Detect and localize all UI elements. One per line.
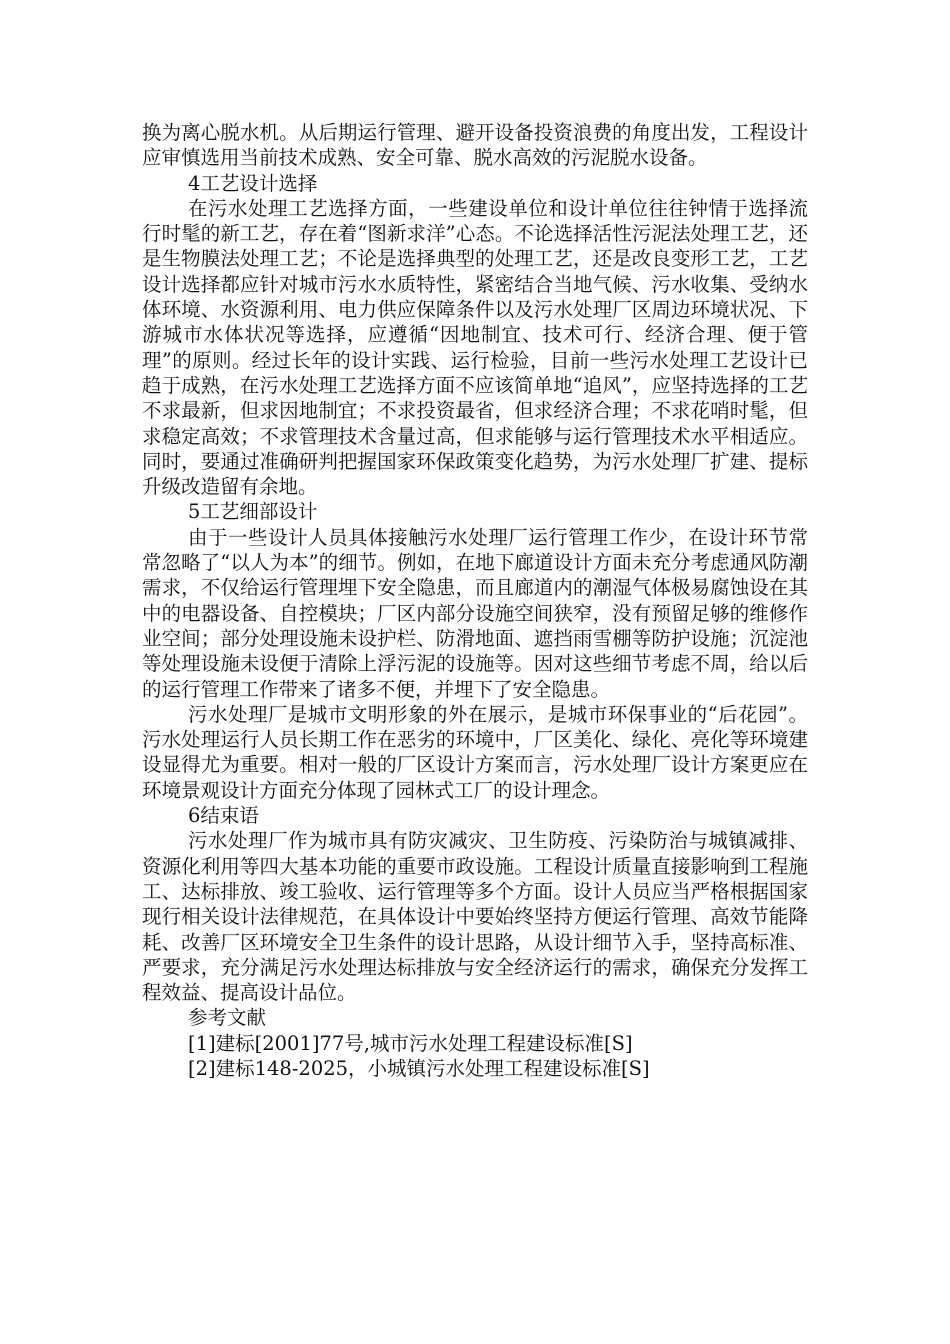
section-heading-process-selection: 4工艺设计选择	[188, 171, 318, 195]
reference-item-1: [1]建标[2001]77号,城市污水处理工程建设标准[S]	[188, 1031, 633, 1055]
paragraph-landscape-design: 污水处理厂是城市文明形象的外在展示，是城市环保事业的“后花园”。污水处理运行人员长期工作在恶劣的环境中，厂区美化、绿化、亮化等环境建设显得尤为重要。相对一般的厂区设计方案而言，污水处理厂设计方案更应在环境景观设计方面充分体现了园林式工厂的设计理念。	[142, 702, 808, 802]
references-heading: 参考文献	[188, 1006, 267, 1030]
paragraph-process-selection: 在污水处理工艺选择方面，一些建设单位和设计单位往往钟情于选择流行时髦的新工艺，存在着“图新求洋”心态。不论选择活性污泥法处理工艺，还是生物膜法处理工艺；不论是选择典型的处理工艺，还是改良变形工艺，工艺设计选择都应针对城市污水水质特性，紧密结合当地气候、污水收集、受纳水体环境、水资源利用、电力供应保障条件以及污水处理厂区周边环境状况、下游城市水体状况等选择，应遵循“因地制宜、技术可行、经济合理、便于管理”的原则。经过长年的设计实践、运行检验，目前一些污水处理工艺设计已趋于成熟，在污水处理工艺选择方面不应该简单地“追风”，应坚持选择的工艺不求最新，但求因地制宜；不求投资最省，但求经济合理；不求花哨时髦，但求稳定高效；不求管理技术含量过高，但求能够与运行管理技术水平相适应。同时，要通过准确研判把握国家环保政策变化趋势，为污水处理厂扩建、提标升级改造留有余地。	[142, 196, 808, 499]
section-heading-conclusion: 6结束语	[188, 804, 259, 828]
paragraph-detail-design: 由于一些设计人员具体接触污水处理厂运行管理工作少，在设计环节常常忽略了“以人为本”的细节。例如，在地下廊道设计方面未充分考虑通风防潮需求，不仅给运行管理埋下安全隐患，而且廊道内的潮湿气体极易腐蚀设在其中的电器设备、自控模块；厂区内部分设施空间狭窄，没有预留足够的维修作业空间；部分处理设施未设护栏、防滑地面、遮挡雨雪棚等防护设施；沉淀池等处理设施未设便于清除上浮污泥的设施等。因对这些细节考虑不周，给以后的运行管理工作带来了诸多不便，并埋下了安全隐患。	[142, 525, 808, 701]
paragraph-conclusion: 污水处理厂作为城市具有防灾减灾、卫生防疫、污染防治与城镇减排、资源化利用等四大基本功能的重要市政设施。工程设计质量直接影响到工程施工、达标排放、竣工验收、运行管理等多个方面。设计人员应当严格根据国家现行相关设计法律规范，在具体设计中要始终坚持方便运行管理、高效节能降耗、改善厂区环境安全卫生条件的设计思路，从设计细节入手，坚持高标准、严要求，充分满足污水处理达标排放与安全经济运行的需求，确保充分发挥工程效益、提高设计品位。	[142, 829, 808, 1005]
paragraph-dewatering-conclusion: 换为离心脱水机。从后期运行管理、避开设备投资浪费的角度出发，工程设计应审慎选用当前技术成熟、安全可靠、脱水高效的污泥脱水设备。	[142, 121, 808, 170]
reference-item-2: [2]建标148-2025，小城镇污水处理工程建设标准[S]	[188, 1056, 650, 1080]
document-body	[142, 120, 808, 1081]
section-heading-detail-design: 5工艺细部设计	[188, 500, 318, 524]
